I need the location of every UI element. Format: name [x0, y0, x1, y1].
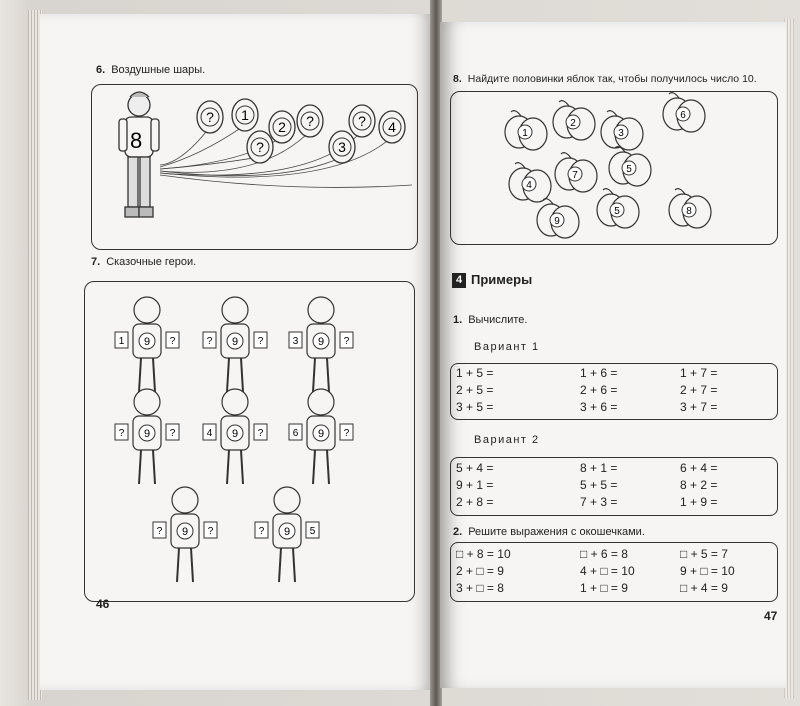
character-left-card: 3 [292, 336, 299, 347]
math-expression: 5 + 4 = [456, 461, 494, 475]
task-6-title [96, 64, 205, 76]
balloons [197, 99, 405, 163]
balloon-label: ? [358, 113, 366, 129]
apple-number: 5 [626, 164, 632, 175]
task-2-number: 2. [453, 526, 463, 538]
apple-number: 3 [618, 128, 624, 139]
task-8-text: Найдите половинки яблок так, чтобы получилось число 10. [467, 73, 757, 85]
balloon [297, 105, 323, 137]
fairy-characters-illustration [85, 282, 414, 601]
character-center-number: 9 [143, 336, 151, 348]
apple-number: 4 [526, 180, 532, 191]
task-7-title [91, 256, 196, 268]
apple-half [509, 163, 551, 202]
section-number-badge: 4 [452, 273, 466, 288]
math-expression: 3 + □ = 8 [456, 581, 504, 595]
balloons-illustration [92, 85, 417, 249]
task-8-title [453, 73, 757, 85]
task-8-number: 8. [453, 73, 462, 85]
character-right-card: 5 [309, 526, 316, 537]
apple-number: 7 [572, 170, 578, 181]
fairy-character [115, 297, 179, 392]
fairy-character [289, 389, 353, 484]
character-center-number: 9 [317, 336, 325, 348]
task-1-title [453, 314, 527, 326]
math-expression: 1 + 5 = [456, 366, 494, 380]
balloon [197, 101, 223, 133]
math-expression: 1 + 6 = [580, 366, 618, 380]
balloon-label: ? [306, 113, 314, 129]
math-expression: 3 + 6 = [580, 400, 618, 414]
math-expression: 9 + □ = 10 [680, 564, 735, 578]
character-center-number: 9 [143, 428, 151, 440]
math-expression: 6 + 4 = [680, 461, 718, 475]
apple-half [601, 111, 643, 150]
character-left-card: 1 [118, 336, 125, 347]
characters-frame [84, 281, 415, 602]
math-expression: 8 + 1 = [580, 461, 618, 475]
math-expression: 3 + 5 = [456, 400, 494, 414]
math-expression: 2 + 6 = [580, 383, 618, 397]
balloon [232, 99, 258, 131]
apples-frame [450, 91, 778, 245]
apple-half [609, 147, 651, 186]
character-center-number: 9 [283, 526, 291, 538]
math-expression: 1 + □ = 9 [580, 581, 628, 595]
character-right-card: ? [343, 428, 350, 439]
balloon-label: 4 [388, 119, 396, 135]
math-expression: 1 + 7 = [680, 366, 718, 380]
apple-number: 6 [680, 110, 686, 121]
fairy-character [115, 389, 179, 484]
balloon-label: 2 [278, 119, 286, 135]
variant-2-label: Вариант 2 [474, 434, 540, 446]
math-expression: 1 + 9 = [680, 495, 718, 509]
apple-half [669, 189, 711, 228]
math-expression: 4 + □ = 10 [580, 564, 635, 578]
character-left-card: 6 [292, 428, 299, 439]
apple-halves-illustration [451, 92, 777, 244]
task-7-text: Сказочные герои. [106, 256, 197, 268]
task-1-text: Вычислите. [468, 314, 528, 326]
right-page-number: 47 [764, 609, 778, 623]
apple-number: 9 [554, 216, 560, 227]
math-expression: 2 + 7 = [680, 383, 718, 397]
task-6-number: 6. [96, 64, 106, 76]
character-right-card: ? [343, 336, 350, 347]
math-expression: 8 + 2 = [680, 478, 718, 492]
character-center-number: 9 [317, 428, 325, 440]
character-right-card: ? [257, 336, 264, 347]
task-2-text: Решите выражения с окошечками. [468, 526, 645, 538]
math-expression: 5 + 5 = [580, 478, 618, 492]
balloon-label: 3 [338, 139, 346, 155]
balloons-frame [91, 84, 418, 250]
character-left-card: 4 [206, 428, 213, 439]
fairy-character [255, 487, 319, 582]
apple-number: 8 [686, 206, 692, 217]
math-expression: 7 + 3 = [580, 495, 618, 509]
character-center-number: 9 [231, 428, 239, 440]
task-1-number: 1. [453, 314, 463, 326]
math-expression: 2 + □ = 9 [456, 564, 504, 578]
apple-half [663, 93, 705, 132]
apple-half [505, 111, 547, 150]
character-left-card: ? [206, 336, 213, 347]
boy-shirt-number: 8 [130, 128, 143, 153]
math-expression: □ + 6 = 8 [580, 547, 628, 561]
fairy-character [153, 487, 217, 582]
apple-half [555, 153, 597, 192]
balloon [329, 131, 355, 163]
task-7-number: 7. [91, 256, 101, 268]
character-left-card: ? [156, 526, 163, 537]
balloon [269, 111, 295, 143]
apple-half [553, 101, 595, 140]
left-page-number: 46 [96, 597, 110, 611]
apple-half [597, 189, 639, 228]
character-right-card: ? [169, 428, 176, 439]
math-expression: □ + 4 = 9 [680, 581, 728, 595]
fairy-character [203, 297, 267, 392]
task-2-title [453, 526, 645, 538]
character-left-card: ? [258, 526, 265, 537]
balloon [349, 105, 375, 137]
balloon [379, 111, 405, 143]
apple-number: 1 [522, 128, 528, 139]
math-expression: 2 + 8 = [456, 495, 494, 509]
balloon [247, 131, 273, 163]
character-center-number: 9 [231, 336, 239, 348]
character-right-card: ? [257, 428, 264, 439]
task-6-text: Воздушные шары. [111, 64, 206, 76]
math-expression: 2 + 5 = [456, 383, 494, 397]
math-expression: 9 + 1 = [456, 478, 494, 492]
variant-1-label: Вариант 1 [474, 341, 540, 353]
apple-number: 5 [614, 206, 620, 217]
apple-number: 2 [570, 118, 576, 129]
balloon-label: ? [206, 109, 214, 125]
character-right-card: ? [207, 526, 214, 537]
boy-figure [119, 92, 159, 217]
character-center-number: 9 [181, 526, 189, 538]
fairy-character [203, 389, 267, 484]
math-expression: 3 + 7 = [680, 400, 718, 414]
fairy-character [289, 297, 353, 392]
character-right-card: ? [169, 336, 176, 347]
character-left-card: ? [118, 428, 125, 439]
section-title: Примеры [471, 272, 533, 287]
balloon-label: ? [256, 139, 264, 155]
math-expression: □ + 5 = 7 [680, 547, 728, 561]
math-expression: □ + 8 = 10 [456, 547, 511, 561]
balloon-label: 1 [241, 107, 249, 123]
apple-half [537, 199, 579, 238]
